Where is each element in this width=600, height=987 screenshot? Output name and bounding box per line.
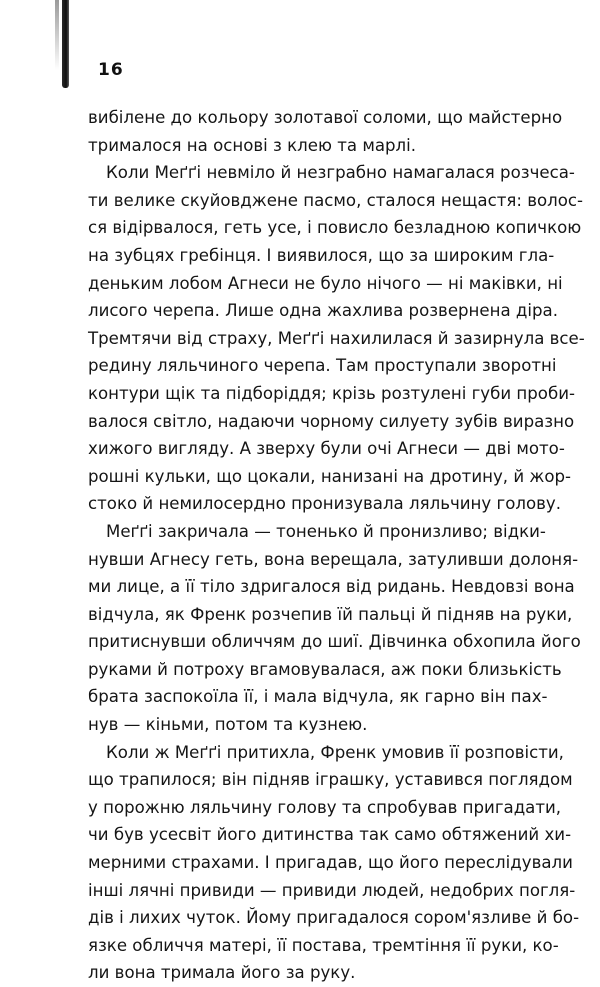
text-line: валося світло, надаючи чорному силуету зубів виразно	[88, 411, 575, 431]
text-line: деньким лобом Агнеси не було нічого — ні маківки, ні	[88, 273, 563, 293]
text-line: ми лице, а її тіло здригалося від ридань. Невдовзі вона	[88, 577, 575, 597]
text-line: Коли ж Меґґі притихла, Френк умовив її розповісти,	[106, 742, 564, 762]
text-line: нувши Агнесу геть, вона верещала, затуливши долоня-	[88, 549, 579, 569]
text-line: Меґґі закричала — тоненько й пронизливо; відки-	[106, 521, 546, 541]
text-line: руками й потроху вгамовувалася, аж поки близькість	[88, 659, 562, 679]
page-gutter-shadow	[62, 0, 69, 88]
text-line: інші лячні привиди — привиди людей, недобрих погля-	[88, 880, 576, 900]
text-line: трималося на основі з клею та марлі.	[88, 135, 417, 155]
text-line: контури щік та підборіддя; крізь розтулені губи проби-	[88, 383, 575, 403]
text-line: ся відірвалося, геть усе, і повисло безладною копичкою	[88, 218, 582, 238]
text-line: рошні кульки, що цокали, нанизані на дротину, й жор-	[88, 466, 572, 486]
text-line: дів і лихих чуток. Йому пригадалося сором'язливе й бо-	[88, 908, 580, 928]
paragraph	[88, 518, 581, 739]
text-line: що трапилося; він підняв іграшку, уставився поглядом	[88, 770, 573, 790]
text-line: мерними страхами. І пригадав, що його переслідували	[88, 853, 573, 873]
text-line: стоко й немилосердно пронизувала ляльчину голову.	[88, 494, 562, 514]
text-line: чи був усесвіт його дитинства так само обтяжений хи-	[88, 825, 572, 845]
text-line: на зубцях гребінця. І виявилося, що за широким гла-	[88, 245, 555, 265]
paragraph	[88, 739, 580, 987]
body-text	[88, 104, 585, 987]
text-line: редину ляльчиного черепа. Там проступали зворотні	[88, 356, 557, 376]
paragraph	[88, 104, 563, 159]
text-line: у порожню ляльчину голову та спробував пригадати,	[88, 797, 562, 817]
text-line: лисого черепа. Лише одна жахлива розвернена діра.	[88, 301, 558, 321]
text-line: Коли Меґґі невміло й незграбно намагалася розчеса-	[106, 163, 575, 183]
text-line: ти велике скуйовджене пасмо, сталося нещастя: волос-	[88, 190, 584, 210]
text-line: Тремтячи від страху, Меґґі нахилилася й зазирнула все-	[88, 328, 585, 348]
text-line: брата заспокоїла її, і мала відчула, як гарно він пах-	[88, 687, 548, 707]
text-line: ли вона тримала його за руку.	[88, 963, 356, 983]
text-line: язке обличчя матері, її постава, тремтіння її руки, ко-	[88, 935, 559, 955]
text-line: нув — кіньми, потом та кузнею.	[88, 715, 368, 735]
text-line: вибілене до кольору золотавої соломи, що майстерно	[88, 108, 563, 127]
page-number: 16	[98, 60, 124, 80]
paragraph	[88, 159, 585, 518]
page-gutter-fade	[55, 0, 59, 70]
text-line: притиснувши обличчям до шиї. Дівчинка обхопила його	[88, 632, 581, 652]
text-line: відчула, як Френк розчепив їй пальці й підняв на руки,	[88, 604, 573, 624]
text-line: хижого вигляду. А зверху були очі Агнеси — дві мото-	[88, 439, 565, 459]
